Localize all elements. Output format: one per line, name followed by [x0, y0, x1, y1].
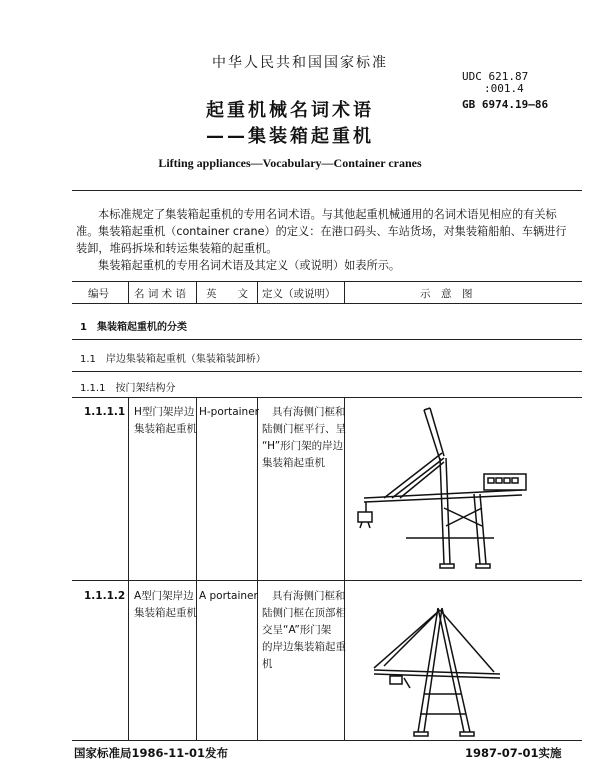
row-definition: 陆侧门框平行、呈	[262, 423, 346, 435]
row-english: A portainer	[199, 590, 258, 602]
row-id: 1.1.1.1	[84, 406, 126, 418]
header-english: 英 文	[206, 288, 248, 300]
implement-date: 1987-07-01实施	[465, 746, 562, 760]
intro-paragraph-3: 集装箱起重机的专用名词术语及其定义（或说明）如表所示。	[98, 259, 401, 272]
row-definition: 交呈“A”形门架	[262, 624, 332, 636]
row-definition: 陆侧门框在顶部相	[262, 607, 346, 619]
row-term: H型门架岸边	[134, 406, 195, 418]
h-portainer-diagram	[344, 398, 582, 580]
row-definition: 具有海侧门框和	[272, 590, 346, 602]
row-definition: 具有海侧门框和	[272, 406, 346, 418]
header-diagram: 示 意 图	[420, 288, 473, 300]
header-id: 编号	[88, 288, 109, 300]
intro-paragraph-2: 集装箱起重机（container crane）的定义：在港口码头、车站货场，对集装箱船舶、车辆进行装卸，堆码拆垛和转运集装箱的起重机。	[76, 225, 567, 255]
english-title: Lifting appliances—Vocabulary—Container cranes	[158, 156, 422, 170]
a-portainer-diagram	[344, 582, 582, 740]
publish-date: 国家标准局1986-11-01发布	[74, 746, 229, 760]
row-definition: “H”形门架的岸边	[262, 440, 344, 452]
row-definition: 集装箱起重机	[262, 457, 325, 469]
row-definition: 机	[262, 658, 273, 670]
udc-code: UDC 621.87	[462, 70, 529, 83]
gb-number: GB 6974.19—86	[462, 98, 549, 111]
row-term: A型门架岸边	[134, 590, 194, 602]
page-title: 起重机械名词术语	[206, 100, 374, 121]
page-subtitle: ——集装箱起重机	[206, 126, 374, 147]
intro-paragraph-1: 本标准规定了集装箱起重机的专用名词术语。与其他起重机械通用的名词术语见相应的有关标准。	[76, 208, 557, 238]
header-term: 名 词 术 语	[134, 288, 187, 300]
header-definition: 定义（或说明）	[262, 288, 336, 300]
udc-code-sub: :001.4	[484, 82, 524, 95]
row-id: 1.1.1.2	[84, 590, 126, 602]
row-definition: 的岸边集装箱起重	[262, 641, 346, 653]
top-rule	[72, 190, 582, 191]
section-1-1: 1.1 岸边集装箱起重机（集装箱装卸桥）	[80, 354, 266, 365]
row-term: 集装箱起重机	[134, 607, 197, 619]
row-english: H-portainer	[199, 406, 259, 418]
row-term: 集装箱起重机	[134, 423, 197, 435]
section-1: 1 集装箱起重机的分类	[80, 322, 187, 333]
section-1-1-1: 1.1.1 按门架结构分	[80, 383, 176, 394]
standard-category: 中华人民共和国国家标准	[212, 55, 388, 71]
